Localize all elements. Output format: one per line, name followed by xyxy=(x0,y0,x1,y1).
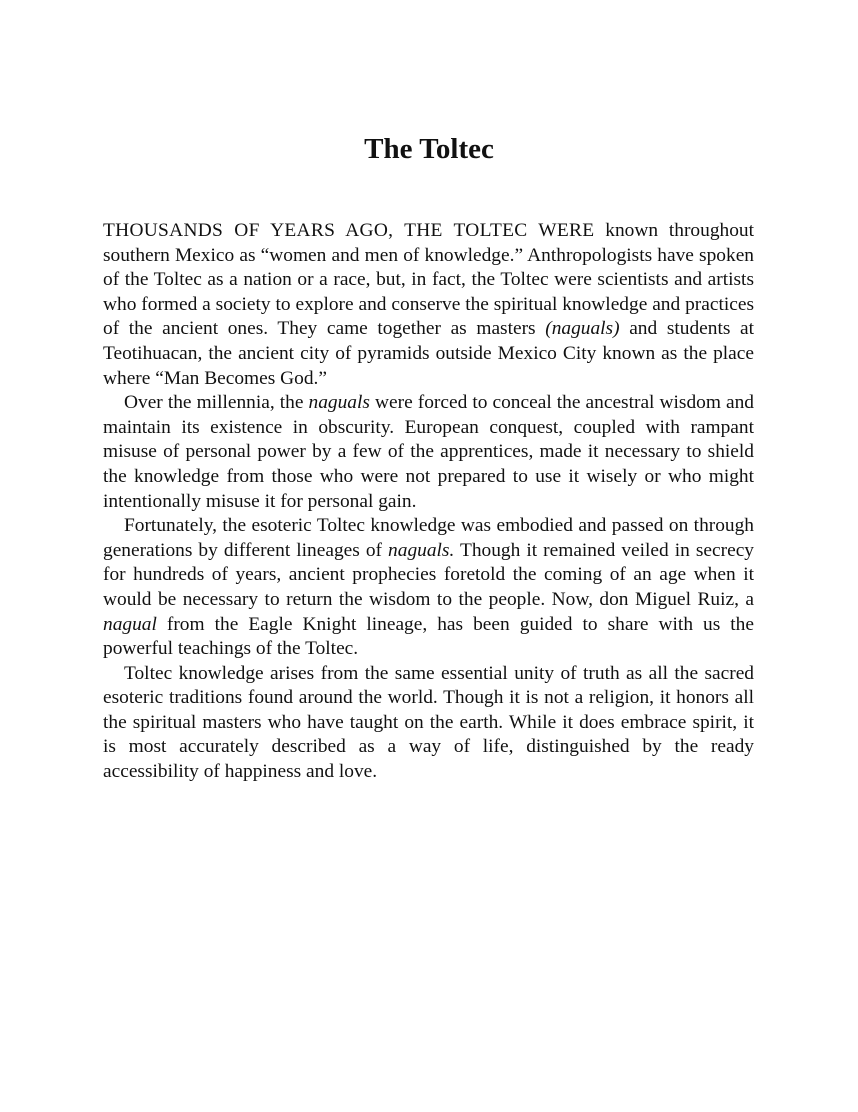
paragraph-1-text-b: and students at Teotihuacan, the ancient city of pyramids outside Mexico City known as the place where “Man Becomes God.” xyxy=(103,318,755,389)
paragraph-2 xyxy=(103,391,754,514)
paragraph-2-italic: naguals xyxy=(308,392,370,414)
paragraph-3-text-a: Fortunately, the esoteric Toltec knowledge was embodied and passed on through generations by different lineages of xyxy=(103,515,754,561)
paragraph-3-italic-1: naguals. xyxy=(388,539,455,561)
paragraph-1-text-a: known throughout southern Mexico as “women and men of knowledge.” Anthropologists have spoken of the Toltec as a nation or a race, but, in fact, the Toltec were scientists and artists who formed a society to explore and conserve the spiritual knowledge and practices of the ancient ones. They came together as masters xyxy=(103,220,754,340)
paragraph-1 xyxy=(103,219,754,391)
paragraph-2-text-a: Over the millennia, the xyxy=(124,392,309,414)
paragraph-3 xyxy=(103,514,754,662)
page-title: The Toltec xyxy=(364,133,494,165)
body-text xyxy=(103,219,754,785)
paragraph-4 xyxy=(103,662,754,785)
lead-caps: THOUSANDS OF YEARS AGO, THE TOLTEC WERE xyxy=(103,220,595,241)
paragraph-3-text-c: from the Eagle Knight lineage, has been guided to share with us the powerful teachings of the Toltec. xyxy=(103,613,754,660)
paragraph-2-text-b: were forced to conceal the ancestral wisdom and maintain its existence in obscurity. European conquest, coupled with rampant misuse of personal power by a few of the apprentices, made it necessary to shield the knowledge from those who were not prepared to use it wisely or who might intentionally misuse it for personal gain. xyxy=(103,392,754,512)
paragraph-1-italic: (naguals) xyxy=(545,318,620,340)
paragraph-3-italic-2: nagual xyxy=(103,613,157,635)
paragraph-3-text-b: Though it remained veiled in secrecy for hundreds of years, ancient prophecies foretold the coming of an age when it would be necessary to return the wisdom to the people. Now, don Miguel Ruiz, a xyxy=(103,539,755,610)
paragraph-4-text: Toltec knowledge arises from the same essential unity of truth as all the sacred esoteric traditions found around the world. Though it is not a religion, it honors all the spiritual masters who have taught on the earth. While it does embrace spirit, it is most accurately described as a way of life, distinguished by the ready accessibility of happiness and love. xyxy=(103,662,754,783)
